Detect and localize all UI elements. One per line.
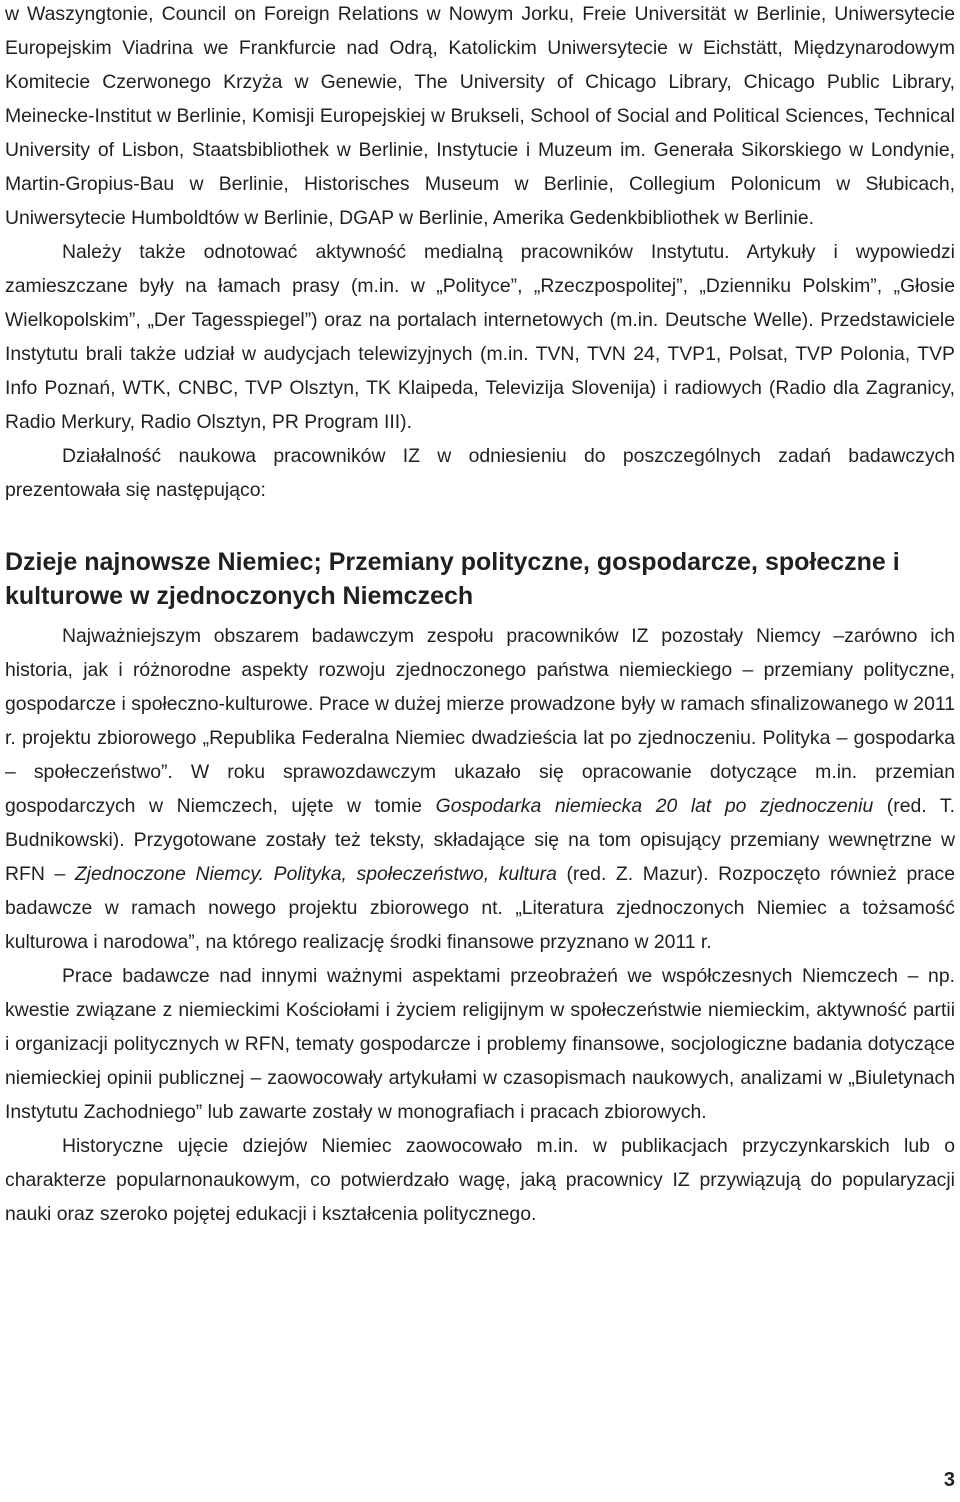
paragraph-research-intro: Działalność naukowa pracowników IZ w odniesieniu do poszczególnych zadań badawczych prezentowała się następująco:	[5, 445, 955, 501]
paragraph-text-segment: (red. T. Budnikowski). Przygotowane zostały też teksty, składające się na tom opisujący przemiany wewnętrzne w RFN –	[5, 795, 955, 885]
paragraph-main-research-area	[5, 619, 955, 959]
document-page	[5, 0, 955, 1231]
book-title-zjednoczone-niemcy: Zjednoczone Niemcy. Polityka, społeczeństwo, kultura	[74, 863, 557, 885]
book-title-gospodarka: Gospodarka niemiecka 20 lat po zjednoczeniu	[435, 795, 874, 817]
section-heading: Dzieje najnowsze Niemiec; Przemiany polityczne, gospodarcze, społeczne i kulturowe w zjednoczonych Niemczech	[5, 548, 900, 610]
page-number: 3	[943, 1469, 955, 1491]
paragraph-institutions-list: w Waszyngtonie, Council on Foreign Relations w Nowym Jorku, Freie Universität w Berlinie, Uniwersytecie Europejskim Viadrina we Frankfurcie nad Odrą, Katolickim Uniwersytecie w Eichstätt, Międzynarodowym Komitecie Czerwonego Krzyża w Genewie, The University of Chicago Library, Chicago Public Library, Meinecke-Institut w Berlinie, Komisji Europejskiej w Brukseli, School of Social and Political Sciences, Technical University of Lisbon, Staatsbibliothek w Berlinie, Instytucie i Muzeum im. Generała Sikorskiego w Londynie, Martin-Gropius-Bau w Berlinie, Historisches Museum w Berlinie, Collegium Polonicum w Słubicach, Uniwersytecie Humboldtów w Berlinie, DGAP w Berlinie, Amerika Gedenkbibliothek w Berlinie.	[5, 3, 955, 229]
paragraph-media-activity: Należy także odnotować aktywność medialną pracowników Instytutu. Artykuły i wypowiedzi zamieszczane były na łamach prasy (m.in. w „Polityce”, „Rzeczpospolitej”, „Dzienniku Polskim”, „Głosie Wielkopolskim”, „Der Tagesspiegel”) oraz na portalach internetowych (m.in. Deutsche Welle). Przedstawiciele Instytutu brali także udział w audycjach telewizyjnych (m.in. TVN, TVN 24, TVP1, Polsat, TVP Polonia, TVP Info Poznań, WTK, CNBC, TVP Olsztyn, TK Klaipeda, Televizija Slovenija) i radiowych (Radio dla Zagranicy, Radio Merkury, Radio Olsztyn, PR Program III).	[5, 241, 955, 433]
paragraph-other-research: Prace badawcze nad innymi ważnymi aspektami przeobrażeń we współczesnych Niemczech – np. kwestie związane z niemieckimi Kościołami i życiem religijnym w społeczeństwie niemieckim, aktywność partii i organizacji politycznych w RFN, tematy gospodarcze i problemy finansowe, socjologiczne badania dotyczące niemieckiej opinii publicznej – zaowocowały artykułami w czasopismach naukowych, analizami w „Biuletynach Instytutu Zachodniego” lub zawarte zostały w monografiach i pracach zbiorowych.	[5, 965, 955, 1123]
paragraph-text-segment: Najważniejszym obszarem badawczym zespołu pracowników IZ pozostały Niemcy –zarówno ich historia, jak i różnorodne aspekty rozwoju zjednoczonego państwa niemieckiego – przemiany polityczne, gospodarcze i społeczno-kulturowe. Prace w dużej mierze prowadzone były w ramach sfinalizowanego w 2011 r. projektu zbiorowego „Republika Federalna Niemiec dwadzieścia lat po zjednoczeniu. Polityka – gospodarka – społeczeństwo”. W roku sprawozdawczym ukazało się opracowanie dotyczące m.in. przemian gospodarczych w Niemczech, ujęte w tomie	[5, 625, 955, 817]
paragraph-historical-approach: Historyczne ujęcie dziejów Niemiec zaowocowało m.in. w publikacjach przyczynkarskich lub o charakterze popularnonaukowym, co potwierdzało wagę, jaką pracownicy IZ przywiązują do popularyzacji nauki oraz szeroko pojętej edukacji i kształcenia politycznego.	[5, 1135, 955, 1225]
paragraph-text-segment: (red. Z. Mazur). Rozpoczęto również prace badawcze w ramach nowego projektu zbiorowego nt. „Literatura zjednoczonych Niemiec a tożsamość kulturowa i narodowa”, na którego realizację środki finansowe przyznano w 2011 r.	[5, 863, 955, 953]
